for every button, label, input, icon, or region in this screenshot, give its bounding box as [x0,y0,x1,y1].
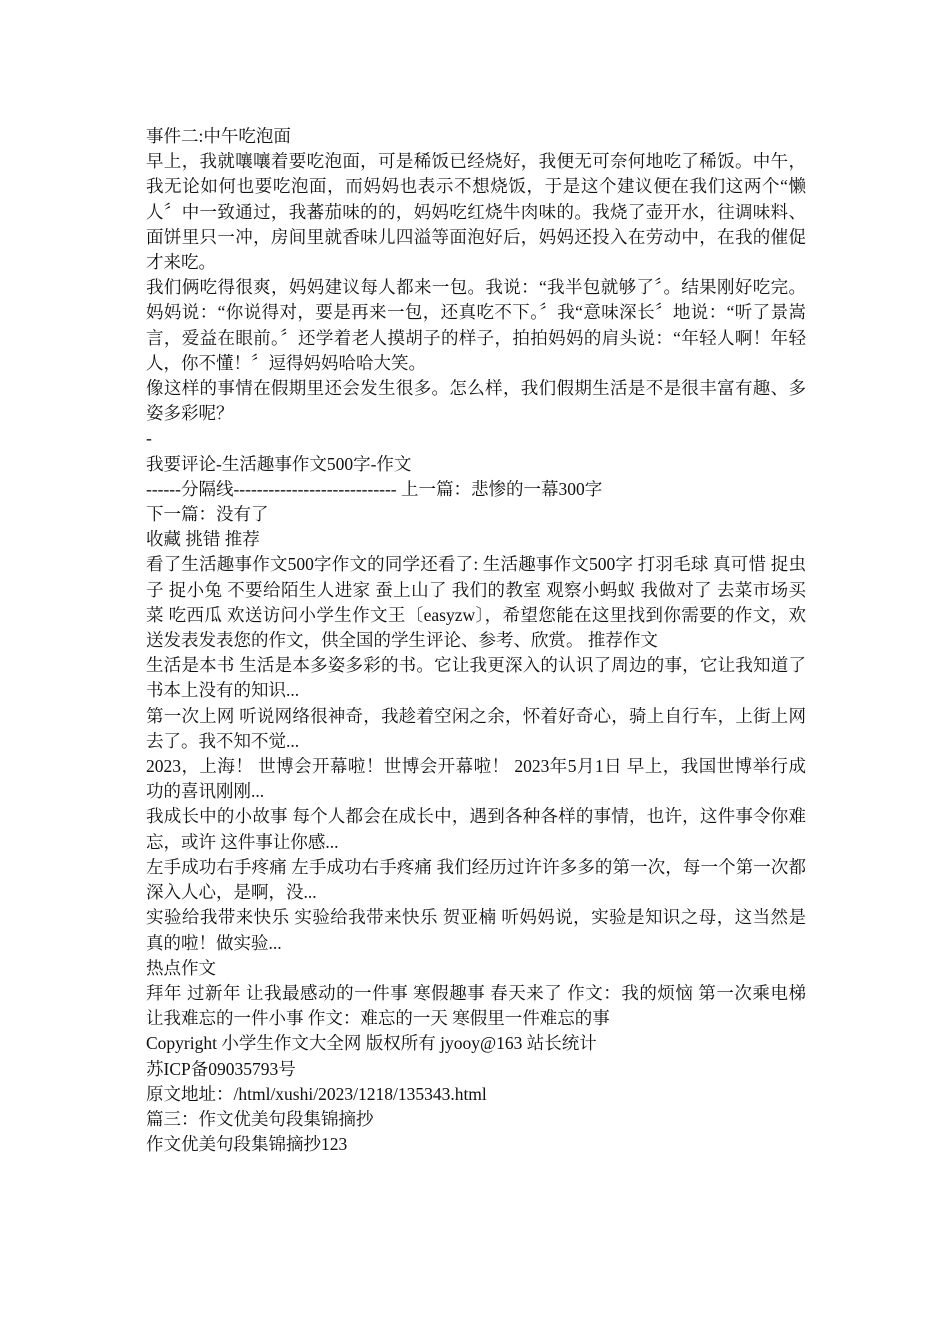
recommend-item[interactable]: 实验给我带来快乐 实验给我带来快乐 贺亚楠 听妈妈说，实验是知识之母，这当然是真的啦！做实验... [146,907,806,953]
hot-articles-heading: 热点作文 [146,957,216,978]
recommend-item[interactable]: 第一次上网 听说网络很神奇，我趁着空闲之余，怀着好奇心，骑上自行车，上街上网去了。我不知不觉... [146,705,806,751]
comment-link[interactable]: 我要评论-生活趣事作文500字-作文 [146,453,412,474]
recommend-item[interactable]: 生活是本书 生活是本多姿多彩的书。它让我更深入的认识了周边的事，它让我知道了书本上没有的知识... [146,655,806,701]
icp-line: 苏ICP备09035793号 [146,1058,296,1079]
next-article-link[interactable]: 下一篇：没有了 [146,504,269,525]
recommend-item[interactable]: 2023，上海！ 世博会开幕啦！世博会开幕啦！ 2023年5月1日 早上，我国世博举行成功的喜讯刚刚... [146,756,806,802]
paragraph-noodles: 早上，我就嚷嚷着要吃泡面，可是稀饭已经烧好，我便无可奈何地吃了稀饭。中午，我无论如何也要吃泡面，而妈妈也表示不想烧饭，于是这个建议便在我们这两个“懒人〞中一致通过，我蕃茄味的的，妈妈吃红烧牛肉味的。我烧了壶开水，往调味料、面饼里只一冲，房间里就香味儿四溢等面泡好后，妈妈还投入在劳动中，在我的催促才来吃。 [146,151,806,273]
copyright-line: Copyright 小学生作文大全网 版权所有 jyooy@163 站长统计 [146,1033,597,1054]
hot-articles-list[interactable]: 拜年 过新年 让我最感动的一件事 寒假趣事 春天来了 作文：我的烦恼 第一次乘电梯 让我难忘的一件小事 作文：难忘的一天 寒假里一件难忘的事 [146,982,806,1029]
divider-prev-article[interactable]: ------分隔线---------------------------- 上一篇：悲惨的一幕300字 [146,478,603,499]
dash-separator: - [146,428,152,449]
document-page [146,124,806,1157]
paragraph-summary: 像这样的事情在假期里还会发生很多。怎么样，我们假期生活是不是很丰富有趣、多姿多彩呢？ [146,378,806,424]
section-three-heading: 篇三：作文优美句段集锦摘抄 [146,1108,374,1129]
event-heading: 事件二:中午吃泡面 [146,126,291,146]
paragraph-dialogue: 我们俩吃得很爽，妈妈建议每人都来一包。我说：“我半包就够了〞。结果刚好吃完。妈妈说：“你说得对，要是再来一包，还真吃不下。〞我“意味深长〞地说：“听了景嵩言，爱益在眼前。〞还学着老人摸胡子的样子，拍拍妈妈的肩头说：“年轻人啊！年轻人，你不懂！〞逗得妈妈哈哈大笑。 [146,277,806,373]
section-three-subtitle: 作文优美句段集锦摘抄123 [146,1134,348,1155]
action-links[interactable]: 收藏 挑错 推荐 [146,529,260,550]
related-articles[interactable]: 看了生活趣事作文500字作文的同学还看了: 生活趣事作文500字 打羽毛球 真可惜 捉虫子 捉小兔 不要给陌生人进家 蚕上山了 我们的教室 观察小蚂蚁 我做对了 去菜市场买菜 吃西瓜 欢送访问小学生作文王〔easyzw〕，希望您能在这里找到你需要的作文，欢送发表发表您的作文，供全国的学生评论、参考、欣赏。 推荐作文 [146,554,806,651]
source-url-line: 原文地址：/html/xushi/2023/1218/135343.html [146,1083,487,1104]
recommend-item[interactable]: 我成长中的小故事 每个人都会在成长中，遇到各种各样的事情，也许，这件事令你难忘，或许 这件事让你感... [146,806,806,852]
recommend-item[interactable]: 左手成功右手疼痛 左手成功右手疼痛 我们经历过许许多多的第一次，每一个第一次都深入人心，是啊，没... [146,856,806,903]
